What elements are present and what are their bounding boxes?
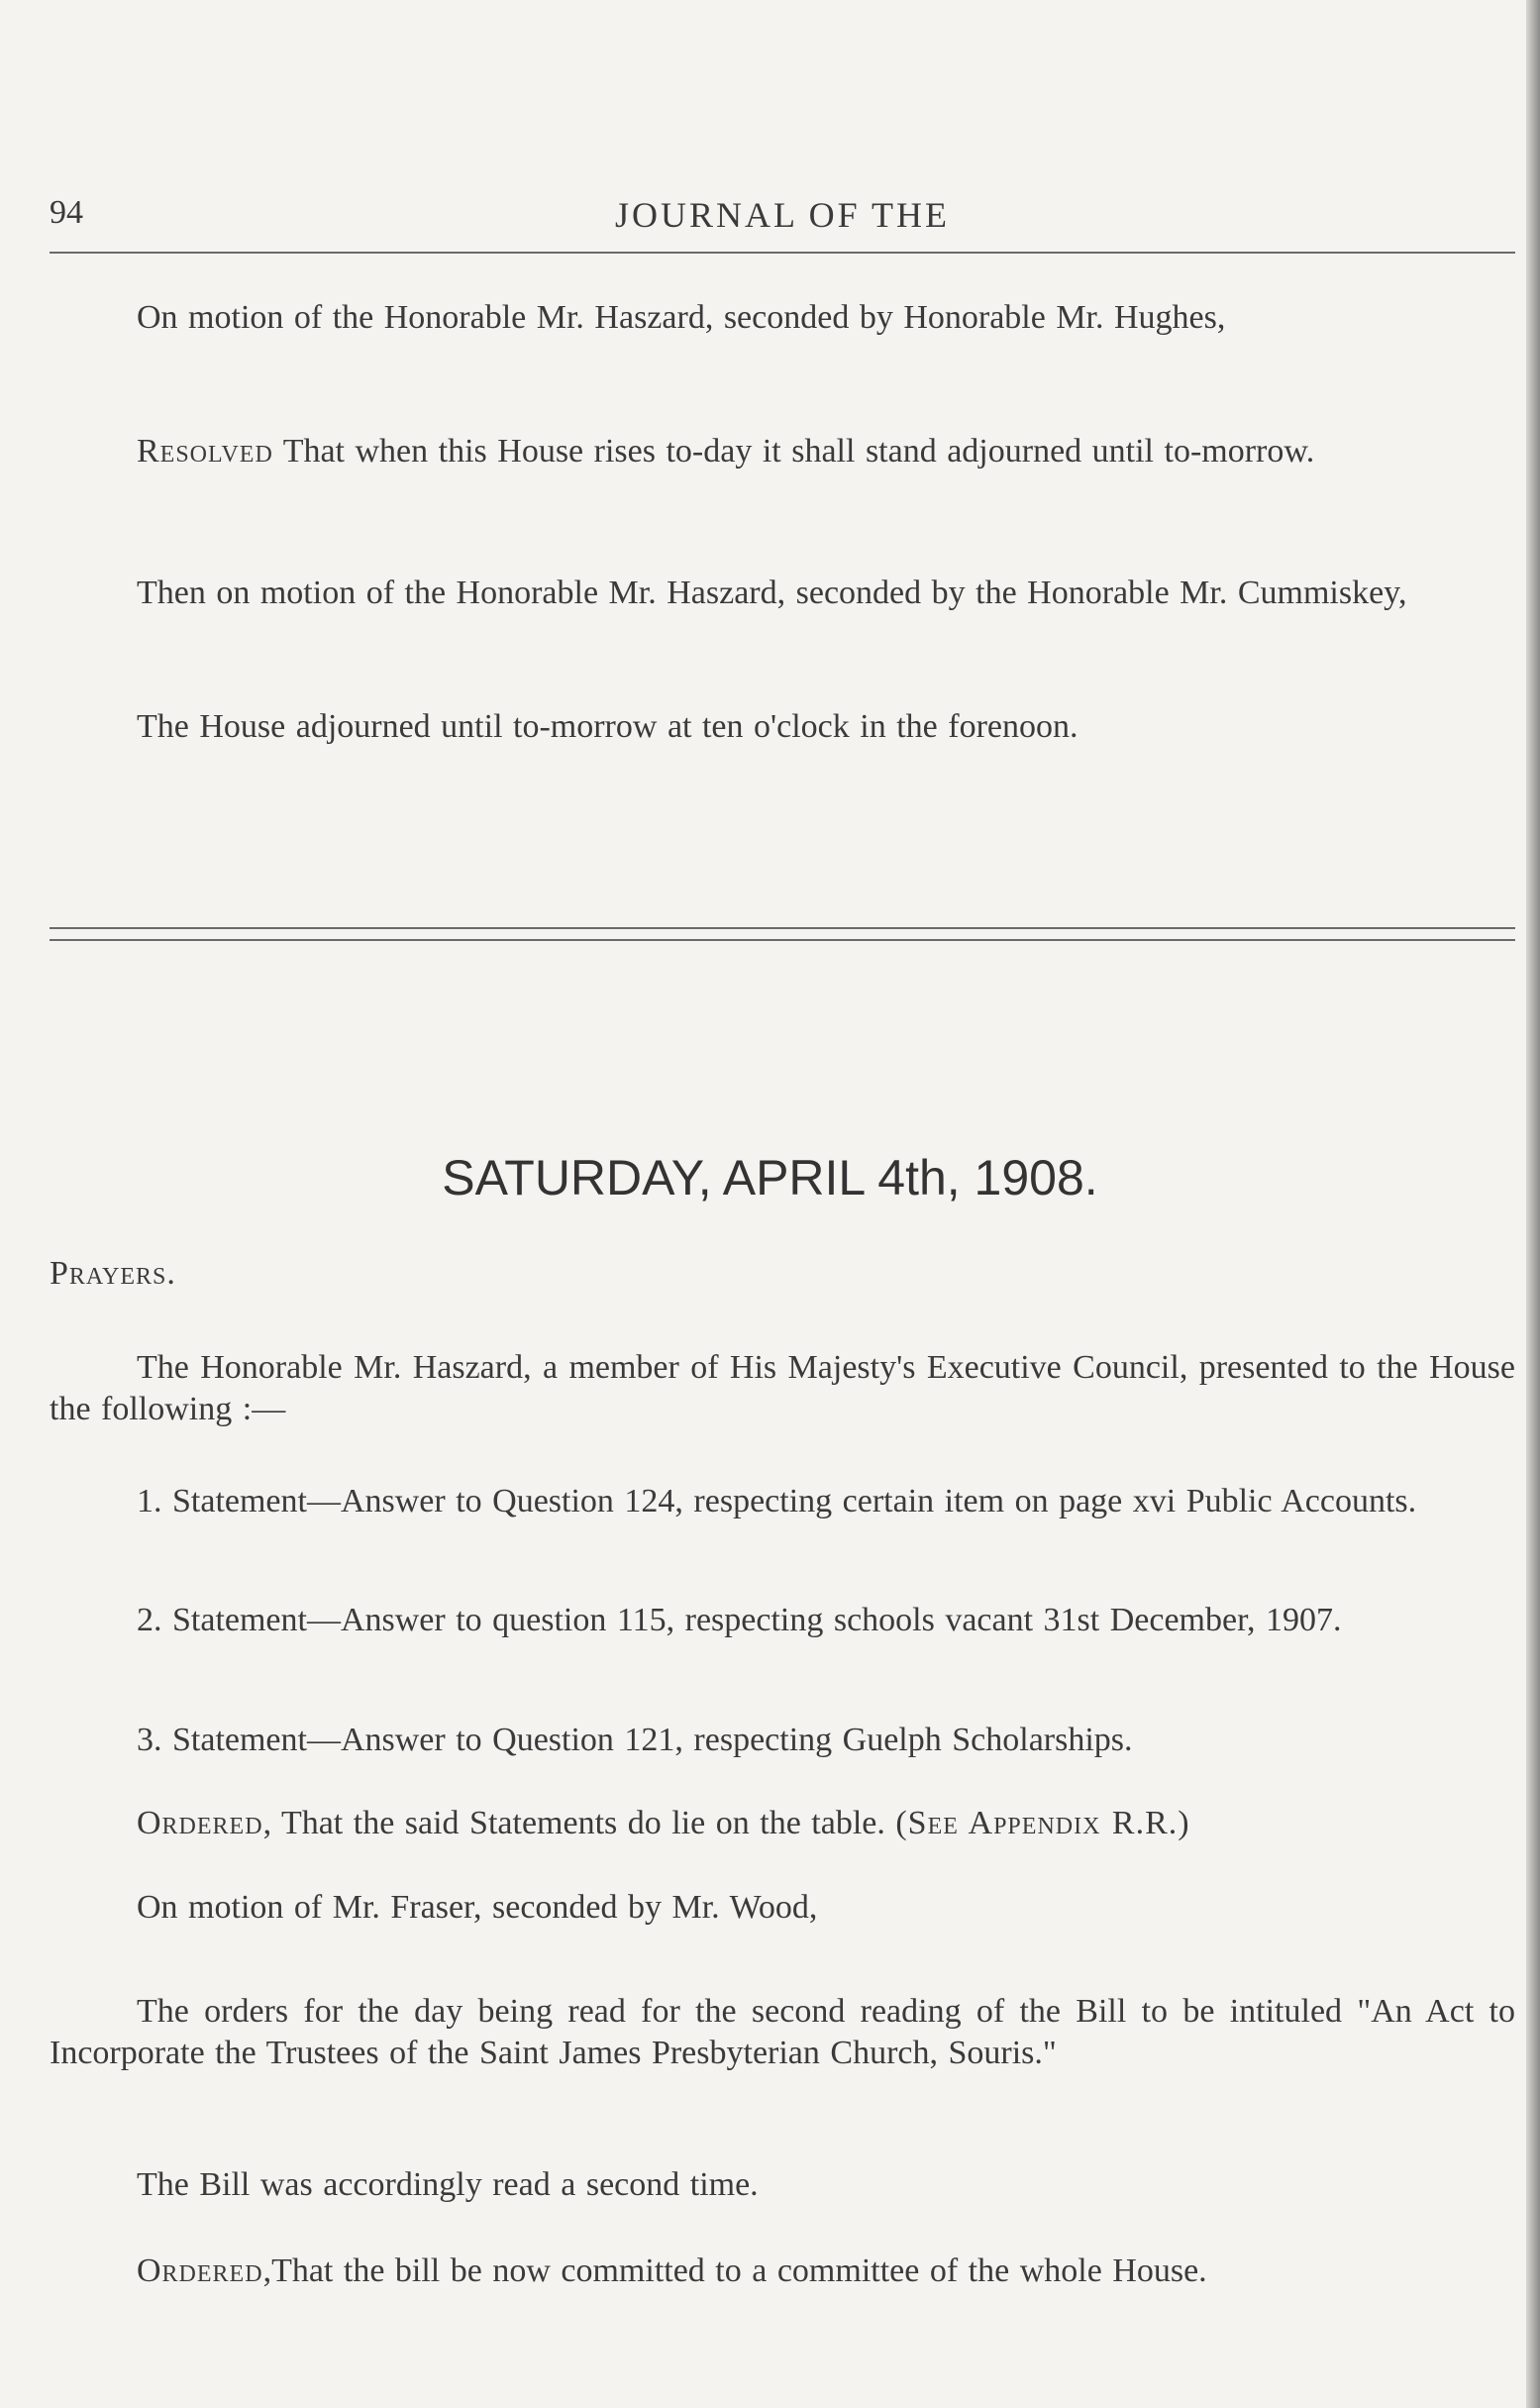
page-number: 94 xyxy=(50,194,83,231)
ordered-lead: Ordered xyxy=(137,1805,263,1841)
paragraph-bill-read: The Bill was accordingly read a second time. xyxy=(137,2166,759,2203)
paragraph-ordered-committee xyxy=(50,2251,1515,2292)
paragraph-motion-fraser: On motion of Mr. Fraser, seconded by Mr. Wood, xyxy=(137,1889,818,1926)
resolved-text: That when this House rises to-day it shall stand adjourned until to-morrow. xyxy=(272,433,1315,470)
appendix-reference: (See Appendix R.R.) xyxy=(895,1805,1190,1841)
paragraph-resolved xyxy=(50,431,1515,472)
section-rule-top xyxy=(50,927,1515,929)
paragraph-adjourned: The House adjourned until to-morrow at ten o'clock in the forenoon. xyxy=(137,708,1078,745)
header-rule xyxy=(50,252,1515,254)
list-item-statement-2: 2. Statement—Answer to question 115, respecting schools vacant 31st December, 1907. xyxy=(137,1602,1342,1638)
paragraph-presented: The Honorable Mr. Haszard, a member of His Majesty's Executive Council, presented to the House the following :— xyxy=(50,1349,1515,1427)
paragraph-motion-hughes: On motion of the Honorable Mr. Haszard, seconded by Honorable Mr. Hughes, xyxy=(137,299,1226,336)
paragraph-orders-of-day: The orders for the day being read for the second reading of the Bill to be intituled "An Act to Incorporate the Trustees of the Saint James Presbyterian Church, Souris." xyxy=(50,1993,1515,2071)
ordered-committee-text: ,That the bill be now committed to a committee of the whole House. xyxy=(262,2252,1207,2289)
paragraph-ordered-table xyxy=(50,1803,1515,1844)
ordered-lead-2: Ordered xyxy=(137,2252,263,2289)
prayers-label: Prayers. xyxy=(50,1255,176,1292)
running-head: JOURNAL OF THE xyxy=(614,195,950,235)
section-rule-bottom xyxy=(50,939,1515,941)
resolved-lead: Resolved xyxy=(137,433,273,470)
list-item-statement-3: 3. Statement—Answer to Question 121, respecting Guelph Scholarships. xyxy=(137,1722,1133,1758)
page-header xyxy=(50,194,1515,254)
list-item-statement-1: 1. Statement—Answer to Question 124, respecting certain item on page xvi Public Accounts. xyxy=(137,1483,1417,1519)
paragraph-motion-cummiskey: Then on motion of the Honorable Mr. Haszard, seconded by the Honorable Mr. Cummiskey, xyxy=(137,575,1407,611)
ordered-text: , That the said Statements do lie on the table. xyxy=(262,1805,885,1841)
day-heading: SATURDAY, APRIL 4th, 1908. xyxy=(442,1150,1098,1205)
